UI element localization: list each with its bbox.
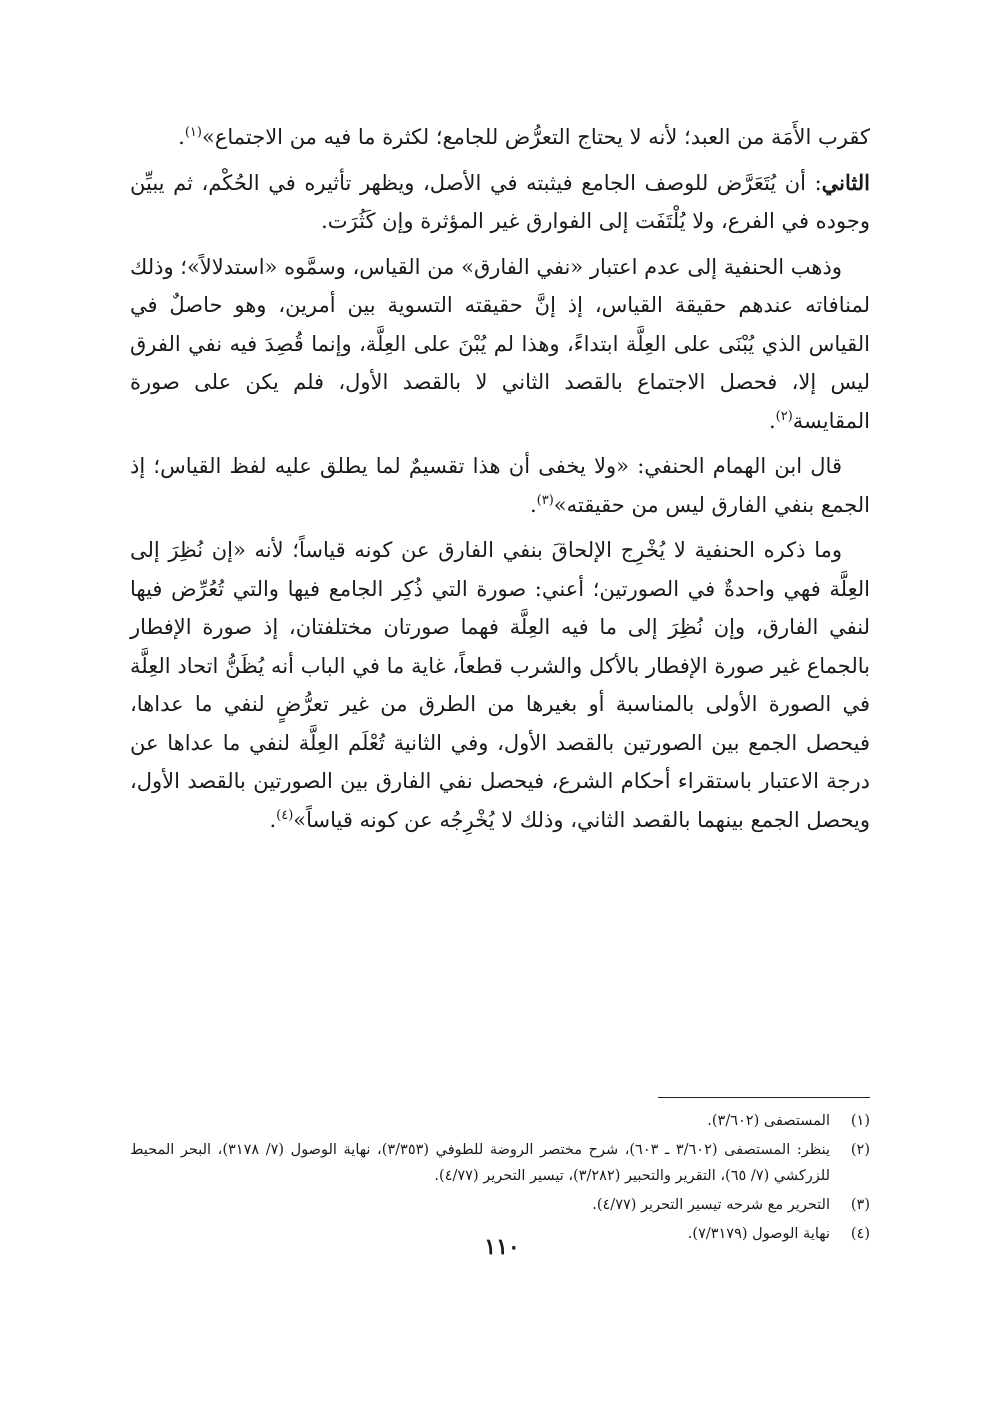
footnote-number: (٣) bbox=[850, 1197, 870, 1213]
footnote-number: (١) bbox=[850, 1113, 870, 1129]
paragraph-5-text: وما ذكره الحنفية لا يُخْرِج الإلحاقَ بنفي الفارق عن كونه قياساً؛ لأنه «إن نُظِرَ إلى العِلَّة فهي واحدةٌ في الصورتين؛ أعني: صورة التي ذُكِر الجامع فيها والتي تُعُرِّض فيها لنفي الفارق، وإن نُظِرَ إلى ما فيه العِلَّة فهما صورتان مختلفتان، إذ صورة الإفطار بالجماع غير صورة الإفطار بالأكل والشرب قطعاً، غاية ما في الباب أنه يُظَنُّ اتحاد العِلَّة في الصورة الأولى بالمناسبة أو بغيرها من الطرق من غير تعرُّضٍ لنفي ما عداها، فيحصل الجمع بين الصورتين بالقصد الأول، وفي الثانية تُعْلَم العِلَّة لنفي ما عداها عن درجة الاعتبار باستقراء أحكام الشرع، فيحصل نفي الفارق بين الصورتين بالقصد الأول، ويحصل الجمع بينهما بالقصد الثاني، وذلك لا يُخْرِجُه عن كونه قياساً» bbox=[130, 538, 870, 832]
footnotes bbox=[130, 1108, 870, 1250]
paragraph-2 bbox=[130, 164, 870, 241]
footnote-ref-4: (٤) bbox=[276, 807, 294, 823]
footnote-number: (٤) bbox=[850, 1226, 870, 1242]
paragraph-1-text: كقرب الأَمَة من العبد؛ لأنه لا يحتاج التعرُّض للجامع؛ لكثرة ما فيه من الاجتماع» bbox=[201, 125, 870, 149]
footnote-2 bbox=[130, 1137, 870, 1189]
paragraph-1-end: . bbox=[178, 125, 185, 149]
main-text bbox=[130, 118, 870, 846]
footnote-3 bbox=[130, 1192, 870, 1218]
footnote-text: المستصفى (٣/٦٠٢). bbox=[707, 1113, 830, 1129]
footnote-number: (٢) bbox=[850, 1142, 870, 1158]
paragraph-1 bbox=[130, 118, 870, 157]
paragraph-5-end: . bbox=[269, 807, 277, 832]
footnote-text: التحرير مع شرحه تيسير التحرير (٤/٧٧). bbox=[592, 1197, 830, 1213]
paragraph-3-text: وذهب الحنفية إلى عدم اعتبار «نفي الفارق» من القياس، وسمَّوه «استدلالاً»؛ وذلك لمنافاته عندهم حقيقة القياس، إذ إنَّ حقيقته التسوية بين أمرين، وهو حاصلٌ في القياس الذي يُبْنَى على العِلَّة ابتداءً، وهذا لم يُبْنَ على العِلَّة، وإنما قُصِدَ فيه نفي الفرق ليس إلا، فحصل الاجتماع بالقصد الثاني لا بالقصد الأول، فلم يكن على صورة المقايسة bbox=[130, 254, 870, 433]
page-number: ١١٠ bbox=[484, 1234, 520, 1260]
paragraph-4-end: . bbox=[529, 492, 537, 517]
paragraph-3-end: . bbox=[768, 408, 776, 433]
footnote-ref-2: (٢) bbox=[775, 408, 793, 424]
paragraph-3 bbox=[130, 248, 870, 441]
paragraph-2-lead: الثاني bbox=[821, 169, 870, 195]
footnote-ref-3: (٣) bbox=[536, 492, 554, 508]
paragraph-5 bbox=[130, 531, 870, 839]
footnote-text: ينظر: المستصفى (٣/٦٠٢ ـ ٦٠٣)، شرح مختصر الروضة للطوفي (٣/٣٥٣)، نهاية الوصول (٧/ ٣١٧٨)، البحر المحيط للزركشي (٧/ ٦٥)، التقرير والتحبير (٣/٢٨٢)، تيسير التحرير (٤/٧٧). bbox=[130, 1142, 831, 1184]
paragraph-4 bbox=[130, 447, 870, 524]
footnote-text: نهاية الوصول (٧/٣١٧٩). bbox=[687, 1226, 830, 1242]
footnote-1 bbox=[130, 1108, 870, 1134]
footnote-ref-1: (١) bbox=[184, 125, 202, 140]
paragraph-2-text: : أن يُتَعَرَّض للوصف الجامع فيثبته في الأصل، ويظهر تأثيره في الحُكْم، ثم يبيِّن وجوده في الفرع، ولا يُلْتَفَت إلى الفوارق غير المؤثرة وإن كَثُرَت. bbox=[130, 170, 870, 233]
footnote-divider bbox=[658, 1097, 870, 1098]
paragraph-4-text: قال ابن الهمام الحنفي: «ولا يخفى أن هذا تقسيمٌ لما يطلق عليه لفظ القياس؛ إذ الجمع بنفي الفارق ليس من حقيقته» bbox=[130, 454, 870, 517]
